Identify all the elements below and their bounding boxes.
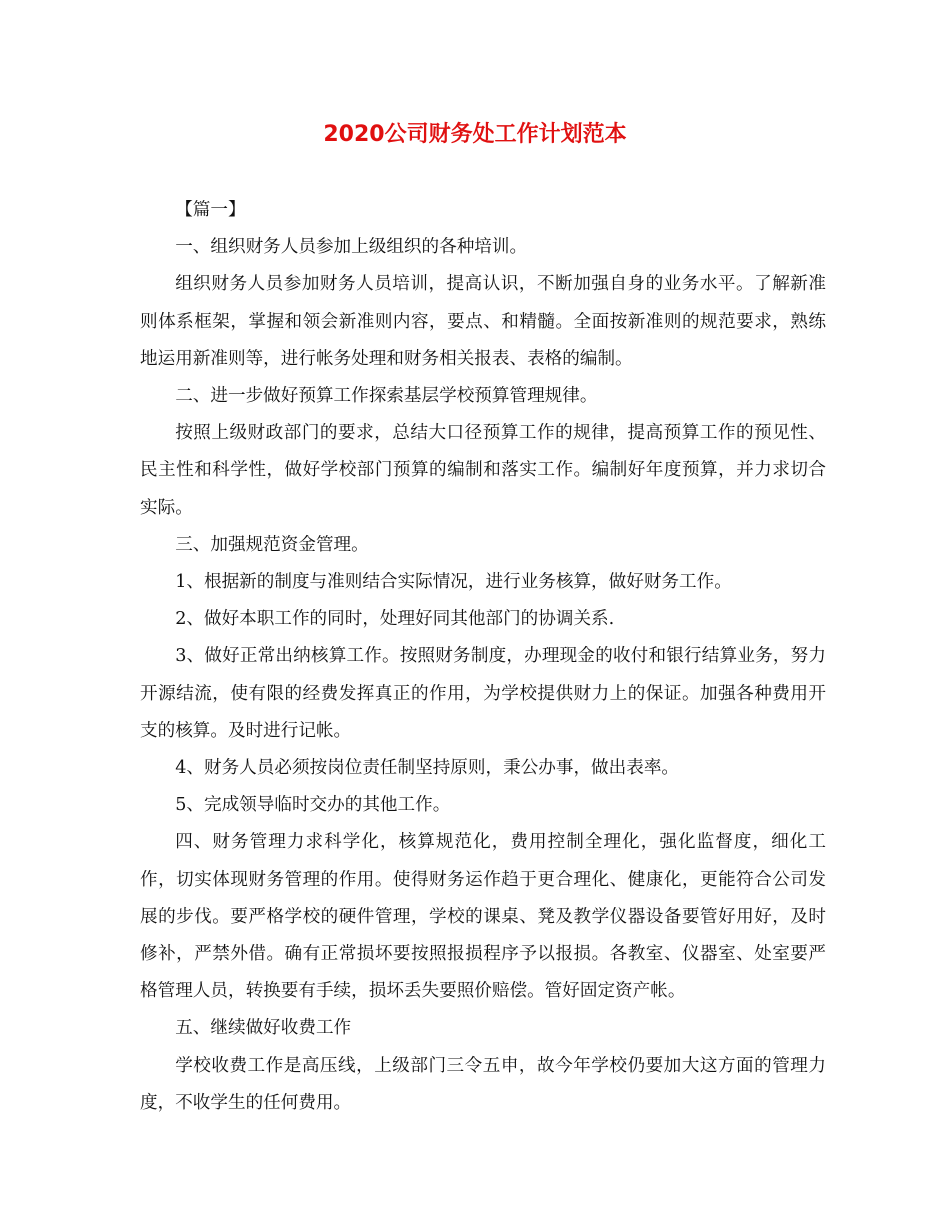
body-paragraph: 学校收费工作是高压线，上级部门三令五申，故今年学校仍要加大这方面的管理力度，不收学生的任何费用。 [140,1055,826,1113]
list-item: 3、做好正常出纳核算工作。按照财务制度，办理现金的收付和银行结算业务，努力开源结流，使有限的经费发挥真正的作用，为学校提供财力上的保证。加强各种费用开支的核算。及时进行记帐。 [140,646,826,741]
list-item: 1、根据新的制度与准则结合实际情况，进行业务核算，做好财务工作。 [175,572,732,593]
section-heading-part-one: 【篇一】 [175,200,246,220]
heading-item-5: 五、继续做好收费工作 [175,1018,352,1039]
heading-item-2: 二、进一步做好预算工作探索基层学校预算管理规律。 [175,386,598,407]
list-item: 2、做好本职工作的同时，处理好同其他部门的协调关系. [175,609,615,630]
heading-item-3: 三、加强规范资金管理。 [175,534,369,555]
body-paragraph: 组织财务人员参加财务人员培训，提高认识，不断加强自身的业务水平。了解新准则体系框架，掌握和领会新准则内容，要点、和精髓。全面按新准则的规范要求，熟练地运用新准则等，进行帐务处理和财务相关报表、表格的编制。 [140,274,826,369]
document-title: 2020公司财务处工作计划范本 [323,122,627,147]
heading-item-4-paragraph: 四、财务管理力求科学化，核算规范化，费用控制全理化，强化监督度，细化工作，切实体现财务管理的作用。使得财务运作趋于更合理化、健康化，更能符合公司发展的步伐。要严格学校的硬件管理，学校的课桌、凳及教学仪器设备要管好用好，及时修补，严禁外借。确有正常损坏要按照报损程序予以报损。各教室、仪器室、处室要严格管理人员，转换要有手续，损坏丢失要照价赔偿。管好固定资产帐。 [140,832,826,1002]
body-paragraph: 按照上级财政部门的要求，总结大口径预算工作的规律，提高预算工作的预见性、民主性和科学性，做好学校部门预算的编制和落实工作。编制好年度预算，并力求切合实际。 [140,423,826,518]
list-item: 4、财务人员必须按岗位责任制坚持原则，秉公办事，做出表率。 [175,758,680,779]
document-body [140,192,826,1122]
list-item: 5、完成领导临时交办的其他工作。 [175,795,451,816]
heading-item-1: 一、组织财务人员参加上级组织的各种培训。 [175,237,528,258]
